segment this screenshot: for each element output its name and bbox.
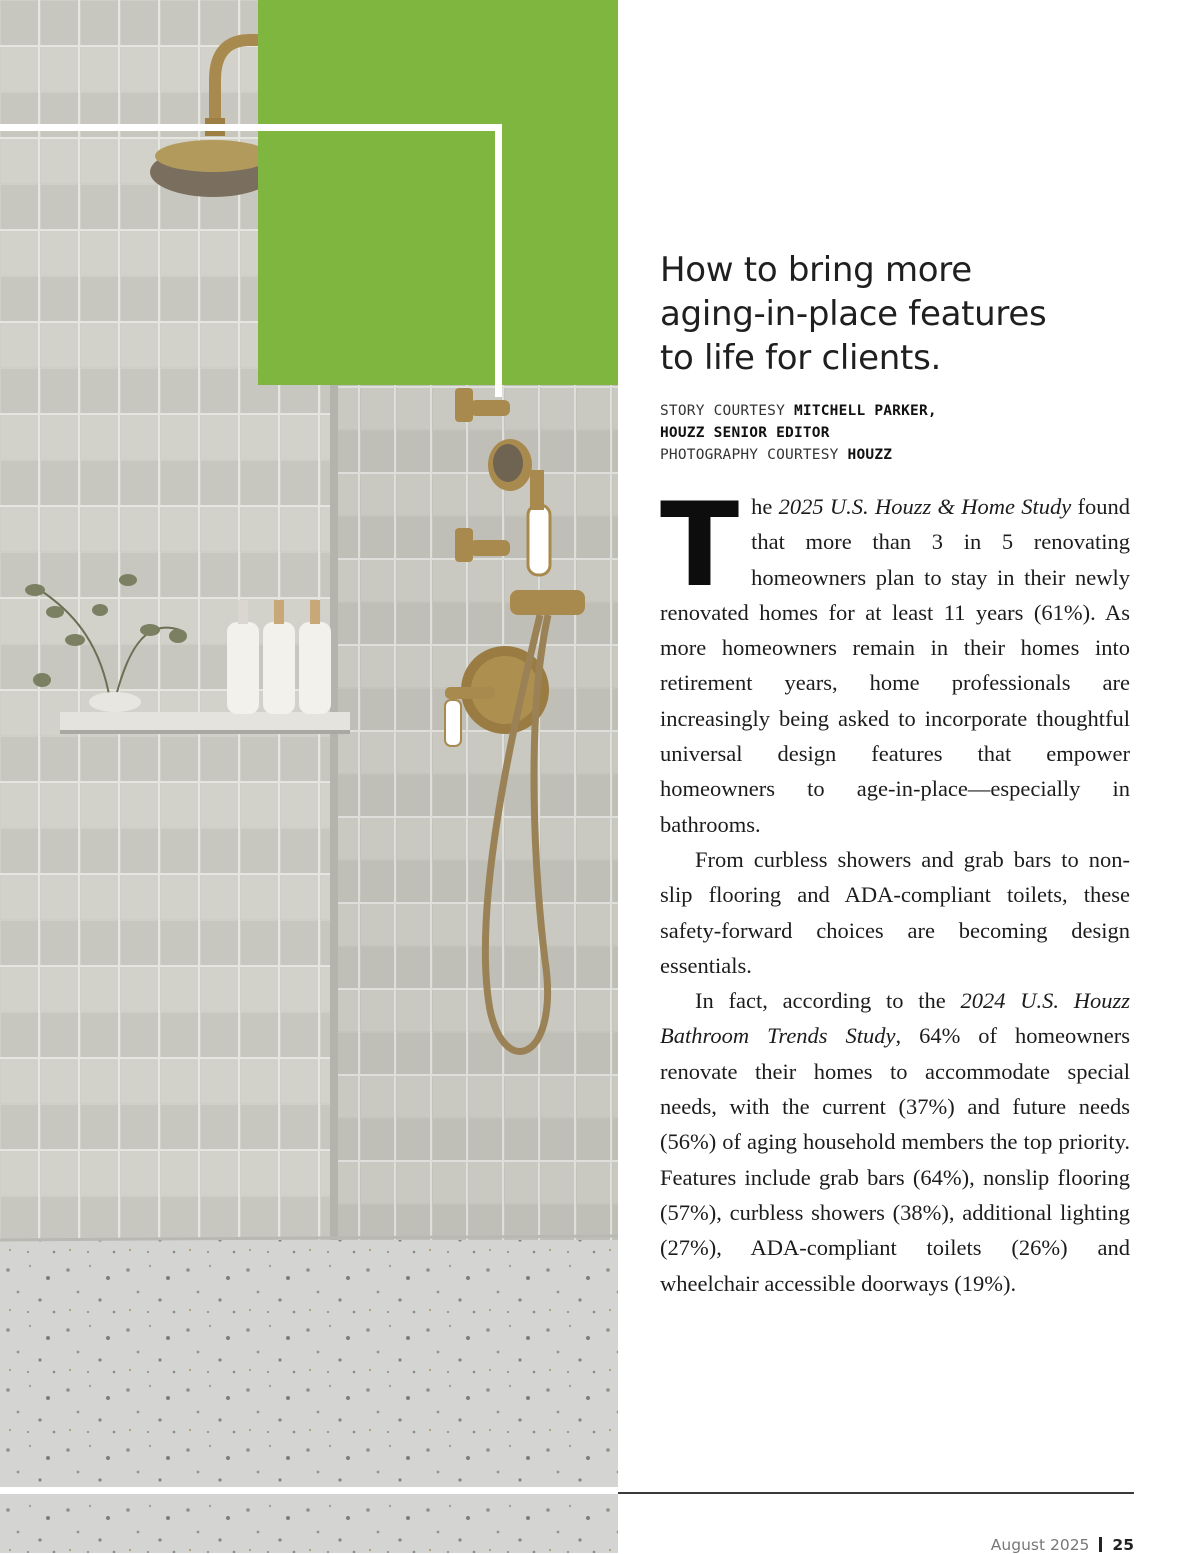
paragraph-3 <box>660 983 1130 1301</box>
paragraph-3-rest: , 64% of homeowners renovate their homes to accommodate special needs, with the current (37%) and future needs (56%) of aging household members the top priority. Features include grab bars (64%), nonslip flooring (57%), curbless showers (38%), additional lighting (27%), ADA-compliant toilets (26%) and wheelchair accessible doorways (19%). <box>660 1023 1130 1296</box>
paragraph-2: From curbless showers and grab bars to non-slip flooring and ADA-compliant toilets, these safety-forward choices are becoming design essentials. <box>660 846 1130 978</box>
accent-green-block <box>258 0 618 385</box>
photo-credit-name: HOUZZ <box>847 447 893 463</box>
paragraph-1 <box>660 478 1130 842</box>
study-title-2025: 2025 U.S. Houzz & Home Study <box>778 494 1072 519</box>
page-footer <box>991 1536 1134 1554</box>
study-title-2024: 2024 U.S. Houzz Bathroom Trends Study <box>660 988 1130 1049</box>
story-credit-prefix: STORY COURTESY <box>660 403 794 419</box>
frame-line-top <box>0 124 502 131</box>
article-credits <box>660 400 1130 466</box>
story-credit-name: MITCHELL PARKER, <box>793 403 937 419</box>
headline-line-3: to life for clients. <box>660 338 941 378</box>
headline-line-2: aging-in-place features <box>660 294 1047 334</box>
paragraph-1-start: he <box>751 494 779 519</box>
page-number: 25 <box>1112 1536 1134 1554</box>
issue-date: August 2025 <box>990 1536 1090 1554</box>
article-headline <box>660 248 1130 380</box>
frame-line-right <box>495 124 502 397</box>
frame-line-bottom <box>0 1487 618 1494</box>
paragraph-3-start: In fact, according to the <box>695 988 961 1014</box>
paragraph-1-rest: found that more than 3 in 5 renovating homeowners plan to stay in their newly renovated homes for at least 11 years (61%). As more homeowners remain in their homes into retirement years, home professionals are increasingly being asked to incorporate thoughtful universal design features that empower homeowners to age-in-place—especially in bathrooms. <box>660 494 1130 837</box>
story-credit-title: HOUZZ SENIOR EDITOR <box>660 425 830 441</box>
footer-separator <box>1099 1537 1102 1552</box>
photo-credit-prefix: PHOTOGRAPHY COURTESY <box>660 447 848 463</box>
headline-line-1: How to bring more <box>660 250 972 290</box>
footer-rule <box>618 1492 1134 1494</box>
drop-cap: T <box>660 478 740 613</box>
article-body <box>660 478 1130 1301</box>
